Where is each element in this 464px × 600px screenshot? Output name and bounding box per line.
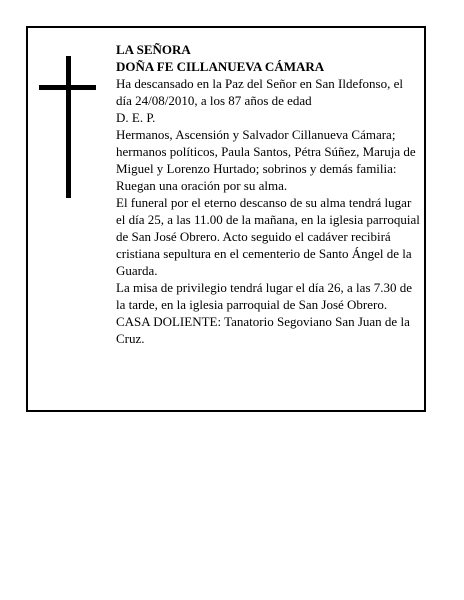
cross-icon bbox=[28, 28, 98, 178]
deceased-name: DOÑA FE CILLANUEVA CÁMARA bbox=[116, 59, 325, 74]
cross-horizontal-bar bbox=[39, 85, 96, 90]
rip-line: D. E. P. bbox=[116, 110, 156, 125]
cross-vertical-bar bbox=[66, 56, 71, 198]
obituary-notice bbox=[26, 26, 426, 412]
notice-text bbox=[116, 41, 422, 347]
honorific: LA SEÑORA bbox=[116, 42, 191, 57]
passing-statement: Ha descansado en la Paz del Señor en San Ildefonso, el día 24/08/2010, a los 87 años de edad bbox=[116, 76, 403, 108]
family-members: Hermanos, Ascensión y Salvador Cillanueva Cámara; hermanos políticos, Paula Santos, Pétra Súñez, Maruja de Miguel y Lorenzo Hurtado; sobrinos y demás familia: bbox=[116, 127, 416, 176]
mourning-house: CASA DOLIENTE: Tanatorio Segoviano San Juan de la Cruz. bbox=[116, 314, 410, 346]
prayer-request: Ruegan una oración por su alma. bbox=[116, 178, 288, 193]
mass-details: La misa de privilegio tendrá lugar el día 26, a las 7.30 de la tarde, en la iglesia parroquial de San José Obrero. bbox=[116, 280, 413, 312]
funeral-details: El funeral por el eterno descanso de su alma tendrá lugar el día 25, a las 11.00 de la mañana, en la iglesia parroquial de San José Obrero. Acto seguido el cadáver recibirá cristiana sepultura en el cementerio de Santo Ángel de la Guarda. bbox=[116, 195, 420, 278]
